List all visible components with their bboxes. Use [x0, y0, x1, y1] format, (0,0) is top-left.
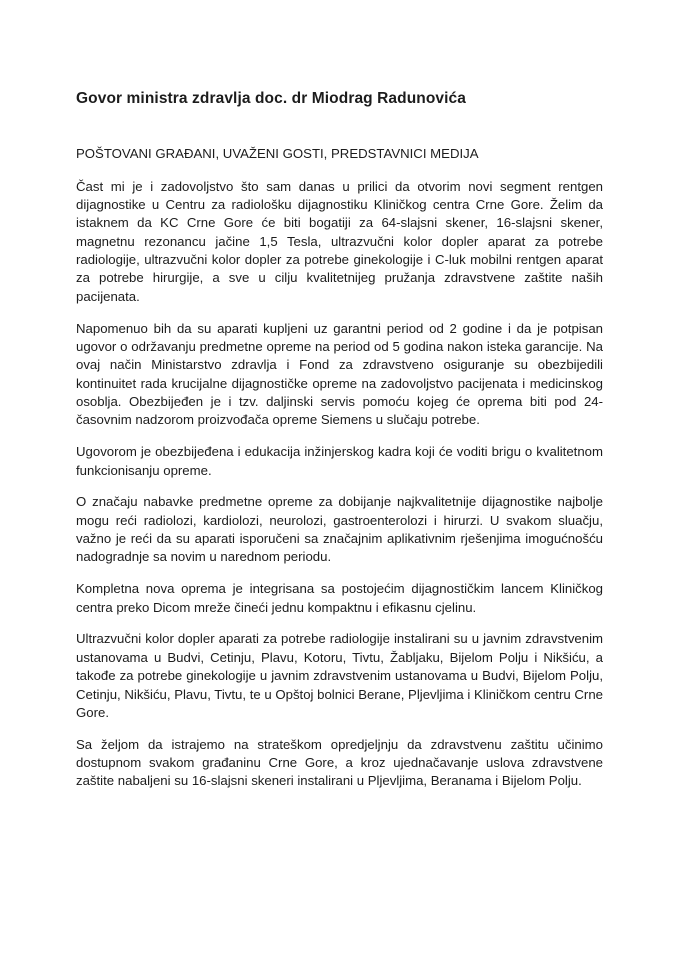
body-paragraph-7: Sa željom da istrajemo na strateškom opredjeljnju da zdravstvenu zaštitu učinimo dostupnom svakom građaninu Crne Gore, a kroz ujednačavanje uslova zdravstvene zaštite nabaljeni su 16-slajsni skeneri instalirani u Pljevljima, Beranama i Bijelom Polju.: [76, 736, 603, 789]
body-paragraph-4: O značaju nabavke predmetne opreme za dobijanje najkvalitetnije dijagnostike najbolje mogu reći radiolozi, kardiolozi, neurolozi, gastroenterolozi i hirurzi. U svakom sluačju, važno je reći da su aparati isporučeni sa značajnim aplikativnim rješenjima imogućnošću nadogradnje sa novim u narednom periodu.: [76, 494, 603, 565]
body-paragraph-3: Ugovorom je obezbijeđena i edukacija inžinjerskog kadra koji će voditi brigu o kvalitetnom funkcionisanju opreme.: [76, 444, 603, 478]
document-title: Govor ministra zdravlja doc. dr Miodrag Radunovića: [76, 90, 466, 107]
body-paragraph-1: Čast mi je i zadovoljstvo što sam danas u prilici da otvorim novi segment rentgen dijagnostike u Centru za radiološku dijagnostiku Kliničkog centra Crne Gore. Želim da istaknem da KC Crne Gore će biti bogatiji za 64-slajsni skener, 16-slajsni skener, magnetnu rezonancu jačine 1,5 Tesla, ultrazvučni kolor dopler aparat za potrebe radiologije, ultrazvučni kolor dopler za potrebe ginekologije i C-luk mobilni rentgen aparat za potrebe hirurgije, a sve u cilju kvalitetnijeg pružanja zdravstvene zaštite naših pacijenata.: [76, 178, 603, 304]
body-paragraph-6: Ultrazvučni kolor dopler aparati za potrebe radiologije instalirani su u javnim zdravstvenim ustanovama u Budvi, Cetinju, Plavu, Kotoru, Tivtu, Žabljaku, Bijelom Polju i Nikšiću, a takođe za potrebe ginekologije u javnim zdravstvenim ustanovama u Budvi, Bijelom Polju, Cetinju, Nikšiću, Plavu, Tivtu, te u Opštoj bolnici Berane, Pljevljima i Kliničkom centru Crne Gore.: [76, 631, 603, 720]
body-paragraph-5: Kompletna nova oprema je integrisana sa postojećim dijagnostičkim lancem Kliničkog centra preko Dicom mreže čineći jednu kompaktnu i efikasnu cjelinu.: [76, 581, 603, 615]
salutation-line: POŠTOVANI GRAĐANI, UVAŽENI GOSTI, PREDSTAVNICI MEDIJA: [76, 146, 479, 162]
body-paragraph-2: Napomenuo bih da su aparati kupljeni uz garantni period od 2 godine i da je potpisan ugovor o održavanju predmetne opreme na period od 5 godina nakon isteka garancije. Na ovaj način Ministarstvo zdravlja i Fond za zdravstveno osiguranje su obezbijedili kontinuitet rada krucijalne dijagnostičke opreme na zadovoljstvo pacijenata i medicinskog osoblja. Obezbijeđen je i tzv. daljinski servis pomoću kojeg će oprema biti pod 24-časovnim nadzorom proizvođača opreme Siemens u slučaju potrebe.: [76, 320, 603, 428]
